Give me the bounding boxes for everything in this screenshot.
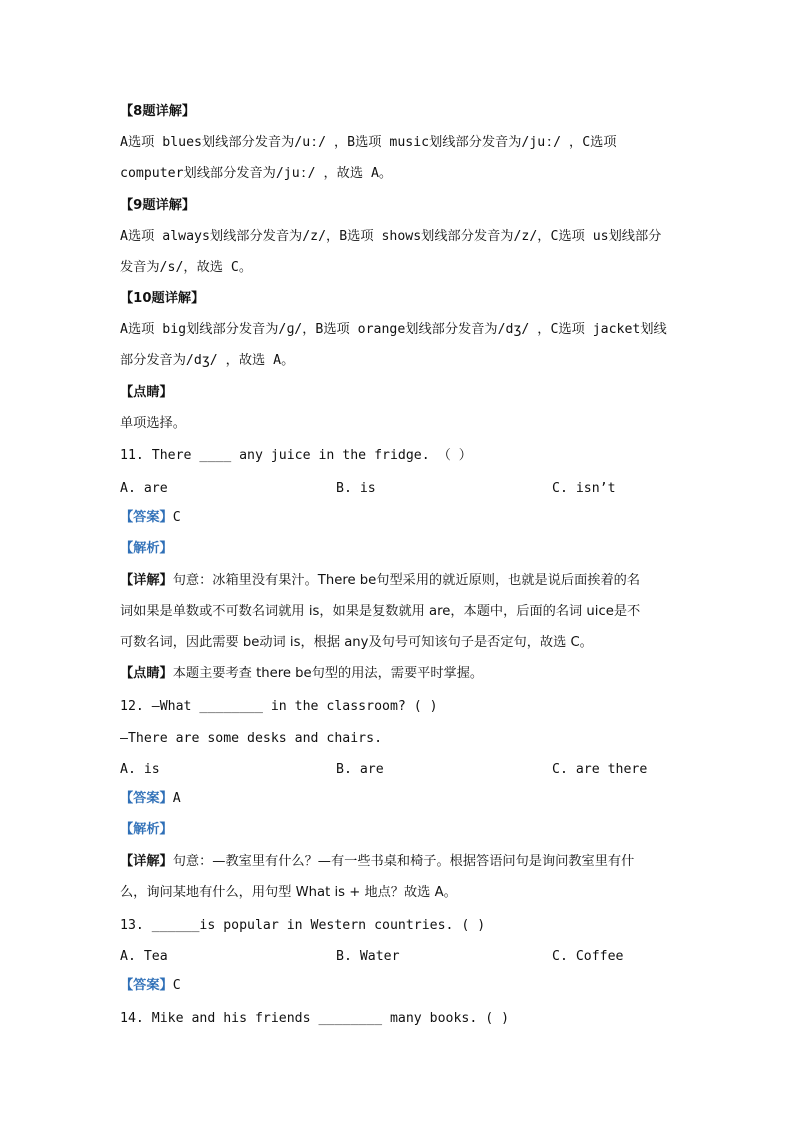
q12-option-a: A. is (120, 762, 160, 777)
detail-text: 句意：—教室里有什么？—有一些书桌和椅子。根据答语问句是询问教室里有什 (172, 854, 635, 869)
key-point-text: 本题主要考查 there be句型的用法，需要平时掌握。 (172, 666, 484, 681)
q11-option-a: A. are (120, 481, 168, 496)
q8-detail-line-2: computer划线部分发音为/juː/ ，故选 A。 (120, 166, 393, 181)
q11-option-c: C. isn’t (552, 481, 616, 496)
q12-option-c: C. are there (552, 762, 648, 777)
key-point-tag: 【点睛】 (120, 666, 173, 681)
q11-key-point (120, 665, 684, 683)
key-point-text: 单项选择。 (120, 416, 186, 431)
q11-detail-line-1 (120, 572, 684, 590)
q9-detail-heading: 【9题详解】 (120, 198, 196, 213)
q12-detail-line-1 (120, 853, 684, 871)
q9-detail-line-1: A选项 always划线部分发音为/z/，B选项 shows划线部分发音为/z/，C选项 us划线部分 (120, 229, 662, 244)
q10-detail-line-1: A选项 big划线部分发音为/ɡ/，B选项 orange划线部分发音为/dʒ/ ，C选项 jacket划线 (120, 322, 667, 337)
q8-detail-heading: 【8题详解】 (120, 104, 196, 119)
q12-option-b: B. are (336, 762, 384, 777)
q11-answer (120, 509, 684, 527)
q13-answer (120, 977, 684, 995)
question-14: 14. Mike and his friends ________ many books. ( ) (120, 1011, 510, 1026)
question-13: 13. ______is popular in Western countries. ( ) (120, 918, 486, 933)
q10-detail-heading: 【10题详解】 (120, 291, 205, 306)
key-point-heading: 【点睛】 (120, 385, 173, 400)
detail-tag: 【详解】 (120, 854, 173, 869)
q12-answer (120, 790, 684, 808)
q12-detail-line-2: 么，询问某地有什么，用句型 What is + 地点？故选 A。 (120, 885, 457, 900)
answer-value: A (172, 791, 181, 806)
q10-detail-line-2: 部分发音为/dʒ/ ，故选 A。 (120, 353, 295, 368)
q12-analysis-heading: 【解析】 (120, 822, 173, 837)
question-12: 12. —What ________ in the classroom? ( ) (120, 699, 438, 714)
answer-value: C (172, 510, 181, 525)
detail-tag: 【详解】 (120, 573, 173, 588)
q11-detail-line-2: 词如果是单数或不可数名词就用 is，如果是复数就用 are，本题中，后面的名词 uice是不 (120, 604, 641, 619)
answer-value: C (172, 978, 181, 993)
q8-detail-line-1: A选项 blues划线部分发音为/uː/ ，B选项 music划线部分发音为/juː/ ，C选项 (120, 135, 617, 150)
q13-option-b: B. Water (336, 949, 400, 964)
question-12-answer-line: —There are some desks and chairs. (120, 731, 383, 746)
q13-option-a: A. Tea (120, 949, 168, 964)
q11-detail-line-3: 可数名词，因此需要 be动词 is，根据 any及句号可知该句子是否定句，故选 C。 (120, 635, 593, 650)
answer-tag: 【答案】 (120, 978, 173, 993)
answer-tag: 【答案】 (120, 510, 173, 525)
q11-option-b: B. is (336, 481, 376, 496)
q11-analysis-heading: 【解析】 (120, 541, 173, 556)
question-11: 11. There ____ any juice in the fridge. （ ） (120, 448, 472, 463)
q9-detail-line-2: 发音为/s/，故选 C。 (120, 260, 253, 275)
detail-text: 句意：冰箱里没有果汁。There be句型采用的就近原则，也就是说后面挨着的名 (172, 573, 641, 588)
q13-option-c: C. Coffee (552, 949, 624, 964)
answer-tag: 【答案】 (120, 791, 173, 806)
